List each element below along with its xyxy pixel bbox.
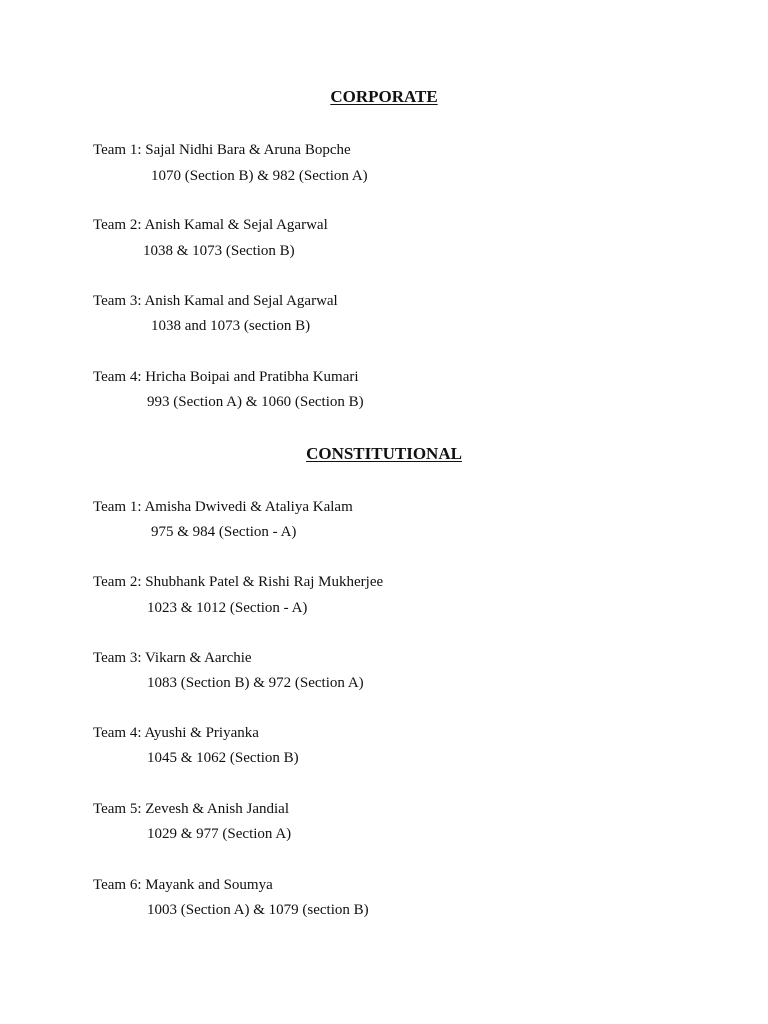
- constitutional-team-5-roll-numbers: 1029 & 977 (Section A): [147, 826, 292, 842]
- constitutional-team-1-members: Team 1: Amisha Dwivedi & Ataliya Kalam: [93, 499, 353, 515]
- section-heading-corporate: CORPORATE: [330, 87, 438, 106]
- constitutional-team-4-members: Team 4: Ayushi & Priyanka: [93, 725, 259, 741]
- corporate-team-2-roll-numbers: 1038 & 1073 (Section B): [143, 243, 295, 259]
- constitutional-team-3-roll-numbers: 1083 (Section B) & 972 (Section A): [147, 675, 364, 691]
- corporate-team-3-roll-numbers: 1038 and 1073 (section B): [151, 318, 311, 334]
- corporate-team-3-members: Team 3: Anish Kamal and Sejal Agarwal: [93, 293, 338, 309]
- corporate-team-4-roll-numbers: 993 (Section A) & 1060 (Section B): [147, 394, 364, 410]
- corporate-team-2-members: Team 2: Anish Kamal & Sejal Agarwal: [93, 217, 328, 233]
- constitutional-team-2-members: Team 2: Shubhank Patel & Rishi Raj Mukherjee: [93, 574, 384, 590]
- constitutional-team-1-roll-numbers: 975 & 984 (Section - A): [151, 524, 297, 540]
- corporate-team-4-members: Team 4: Hricha Boipai and Pratibha Kumari: [93, 369, 359, 385]
- constitutional-team-4-roll-numbers: 1045 & 1062 (Section B): [147, 750, 299, 766]
- constitutional-team-6-members: Team 6: Mayank and Soumya: [93, 877, 273, 893]
- constitutional-team-5-members: Team 5: Zevesh & Anish Jandial: [93, 801, 289, 817]
- section-heading-constitutional: CONSTITUTIONAL: [306, 444, 462, 463]
- corporate-team-1-members: Team 1: Sajal Nidhi Bara & Aruna Bopche: [93, 142, 351, 158]
- constitutional-team-6-roll-numbers: 1003 (Section A) & 1079 (section B): [147, 902, 369, 918]
- constitutional-team-3-members: Team 3: Vikarn & Aarchie: [93, 650, 252, 666]
- corporate-team-1-roll-numbers: 1070 (Section B) & 982 (Section A): [151, 168, 368, 184]
- constitutional-team-2-roll-numbers: 1023 & 1012 (Section - A): [147, 600, 308, 616]
